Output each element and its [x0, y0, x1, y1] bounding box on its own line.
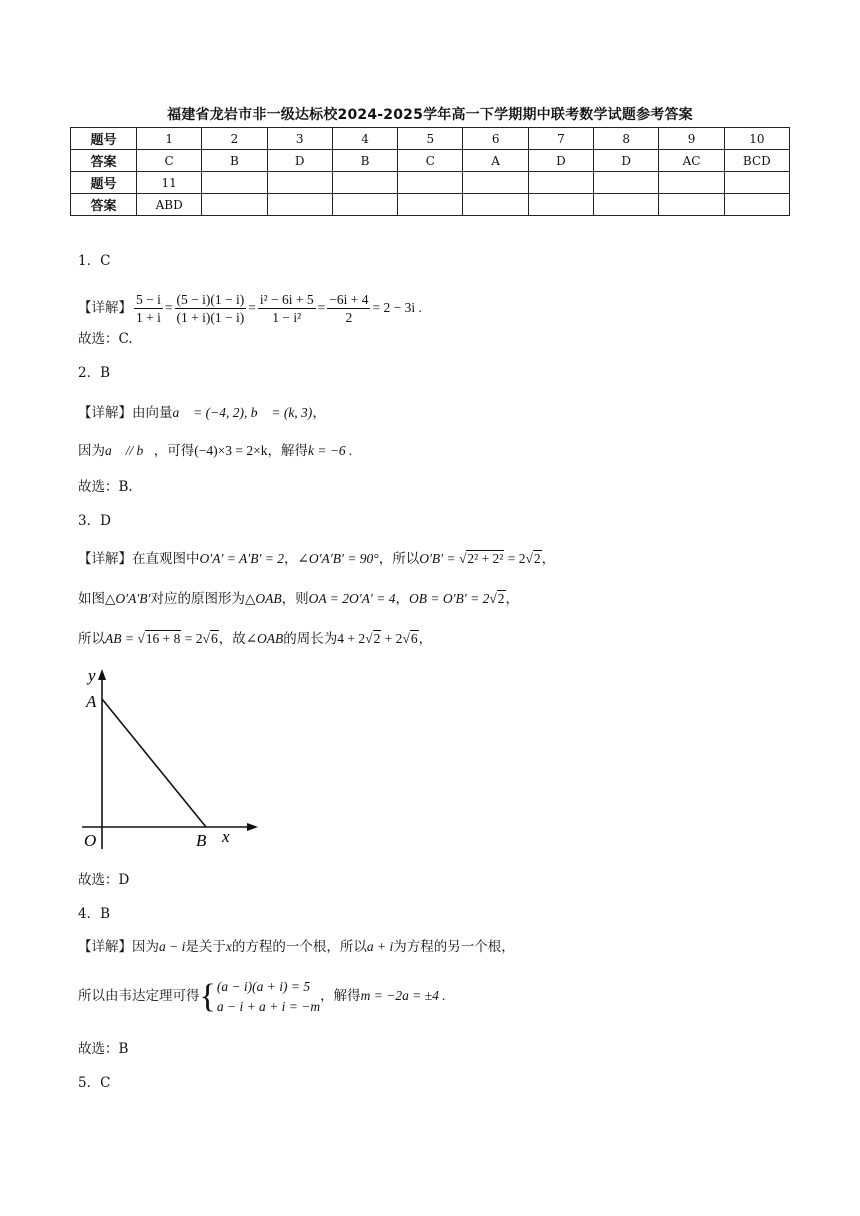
- q3-line2: 如图△O′A′B′对应的原图形为△OAB，则OA = 2O′A′ = 4，OB = O′B′ = 2√2，: [78, 591, 520, 607]
- table-cell: 1: [137, 128, 202, 150]
- q1-heading: 1．C: [78, 253, 111, 269]
- fraction: $\frac{-6i + 4}{2}$: [329, 292, 369, 325]
- table-cell: [528, 194, 593, 216]
- table-cell: A: [463, 150, 528, 172]
- table-cell: C: [398, 150, 463, 172]
- table-cell: 6: [463, 128, 528, 150]
- table-cell: [463, 172, 528, 194]
- math: k = −6 .: [307, 443, 353, 458]
- row-header: 答案: [71, 194, 137, 216]
- detail-tag: 【详解】: [78, 405, 132, 421]
- table-cell: 2: [202, 128, 267, 150]
- table-row: [71, 194, 790, 216]
- table-cell: 9: [659, 128, 724, 150]
- hypotenuse-ab: [102, 699, 206, 827]
- table-cell: [267, 194, 332, 216]
- q4-line1: 【详解】因为a − i是关于x的方程的一个根，所以a + i为方程的另一个根，: [78, 939, 515, 955]
- table-cell: [398, 194, 463, 216]
- table-cell: 11: [137, 172, 202, 194]
- table-cell: [528, 172, 593, 194]
- table-cell: C: [137, 150, 202, 172]
- q3-line3: 所以AB = √16 + 8 = 2√6，故∠OAB的周长为4 + 2√2 + 2√6，: [78, 631, 433, 647]
- q2-line2: 因为a⃗ // b⃗，可得(−4)×3 = 2×k，解得k = −6 .: [78, 443, 353, 459]
- answer-table: [70, 127, 790, 216]
- table-cell: [202, 194, 267, 216]
- table-cell: [267, 172, 332, 194]
- q1-choose: 故选：C.: [78, 331, 133, 347]
- detail-tag: 【详解】: [78, 551, 132, 567]
- sqrt: 2: [533, 551, 541, 566]
- x-axis-arrow: [247, 823, 258, 831]
- table-cell: 5: [398, 128, 463, 150]
- fraction: $\frac{\text{i² − 6i + 5}}{\text{1 − i²}}$: [259, 292, 314, 325]
- label-y: y: [88, 666, 96, 685]
- equation-system: (a − i)(a + i) = 5 a − i + a + i = −m: [216, 978, 321, 1014]
- table-cell: B: [332, 150, 397, 172]
- q3-choose: 故选：D: [78, 872, 130, 888]
- table-cell: [594, 172, 659, 194]
- fraction: $\frac{(5 - i)(1 - i)}{(1 + i)(1 - i)}$: [176, 292, 245, 325]
- q2-line1: 【详解】由向量a⃗ = (−4, 2), b⃗ = (k, 3)，: [78, 405, 326, 421]
- sqrt: 2² + 2²: [467, 551, 504, 566]
- page-title: 福建省龙岩市非一级达标校2024-2025学年高一下学期期中联考数学试题参考答案: [167, 107, 693, 123]
- label-x: x: [222, 827, 230, 846]
- y-axis-arrow: [98, 669, 106, 680]
- row-header: 题号: [71, 128, 137, 150]
- table-cell: [724, 172, 789, 194]
- table-cell: 3: [267, 128, 332, 150]
- q2-choose: 故选：B.: [78, 479, 133, 495]
- table-cell: D: [528, 150, 593, 172]
- q3-line1: 【详解】在直观图中O′A′ = A′B′ = 2，∠O′A′B′ = 90°，所以O′B′ = √2² + 2² = 2√2，: [78, 551, 556, 567]
- table-cell: [594, 194, 659, 216]
- table-cell: ABD: [137, 194, 202, 216]
- q2-heading: 2．B: [78, 365, 111, 381]
- label-a: A: [86, 692, 97, 711]
- table-row: [71, 172, 790, 194]
- math: (−4)×3 = 2×k: [194, 443, 268, 458]
- sqrt: 16 + 8: [145, 631, 181, 646]
- math: a⃗ = (−4, 2), b⃗ = (k, 3): [172, 405, 313, 420]
- table-cell: BCD: [724, 150, 789, 172]
- row-header: 题号: [71, 172, 137, 194]
- q1-result: = 2 − 3i .: [372, 300, 422, 315]
- table-cell: [332, 194, 397, 216]
- detail-tag: 【详解】: [78, 300, 132, 316]
- q5-heading: 5．C: [78, 1075, 111, 1091]
- row-header: 答案: [71, 150, 137, 172]
- table-cell: [202, 172, 267, 194]
- q3-heading: 3．D: [78, 513, 111, 529]
- table-cell: D: [267, 150, 332, 172]
- q4-choose: 故选：B: [78, 1041, 129, 1057]
- triangle-figure: [78, 665, 278, 855]
- sqrt: 6: [410, 631, 418, 646]
- q1-solution: 【详解】 $\frac{5 - i}{1 + i}$ = $\frac{(5 - i)(1 - i)}{(1 + i)(1 - i)}$ = $\frac{\text{i² − 6i + 5}}{\text{1 − i²}}$ = $\frac{-6i + 4}{2}$ = 2 − 3i .: [78, 292, 422, 325]
- table-cell: [332, 172, 397, 194]
- sqrt: 2: [497, 591, 505, 606]
- sqrt: 6: [210, 631, 218, 646]
- q4-heading: 4．B: [78, 906, 111, 922]
- math: a⃗ // b⃗: [105, 443, 154, 458]
- table-cell: 7: [528, 128, 593, 150]
- table-cell: [398, 172, 463, 194]
- table-cell: [659, 194, 724, 216]
- table-row: [71, 150, 790, 172]
- table-cell: B: [202, 150, 267, 172]
- table-cell: AC: [659, 150, 724, 172]
- table-cell: D: [594, 150, 659, 172]
- detail-tag: 【详解】: [78, 939, 132, 955]
- table-cell: [463, 194, 528, 216]
- table-row: [71, 128, 790, 150]
- table-cell: 4: [332, 128, 397, 150]
- label-o: O: [84, 831, 97, 850]
- table-cell: [724, 194, 789, 216]
- table-cell: [659, 172, 724, 194]
- q4-line2: 所以由韦达定理可得{ (a − i)(a + i) = 5 a − i + a + i = −m ，解得m = −2a = ±4 .: [78, 977, 446, 1015]
- table-cell: 8: [594, 128, 659, 150]
- sqrt: 2: [373, 631, 381, 646]
- fraction: $\frac{5 - i}{1 + i}$: [136, 292, 161, 325]
- label-b: B: [196, 831, 207, 850]
- table-cell: 10: [724, 128, 789, 150]
